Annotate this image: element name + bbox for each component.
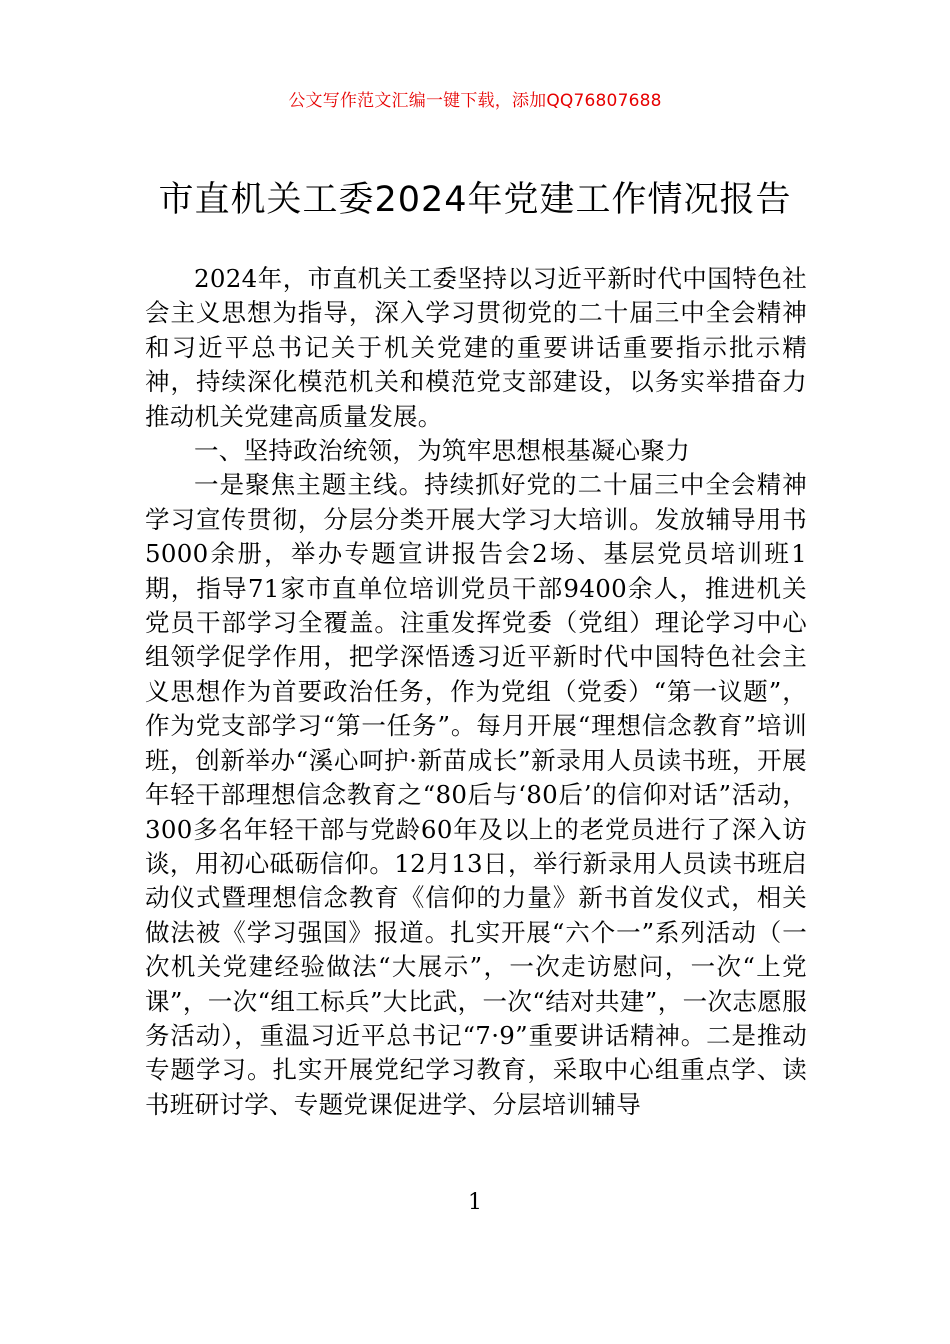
document-body (145, 262, 807, 1122)
page-number: 1 (468, 1190, 482, 1215)
section-heading-1: 一、坚持政治统领，为筑牢思想根基凝心聚力 (194, 436, 690, 466)
section-1-paragraph: 一是聚焦主题主线。持续抓好党的二十届三中全会精神学习宣传贯彻，分层分类开展大学习大培训。发放辅导用书5000余册，举办专题宣讲报告会2场、基层党员培训班1期，指导71家市直单位培训党员干部9400余人，推进机关党员干部学习全覆盖。注重发挥党委（党组）理论学习中心组领学促学作用，把学深悟透习近平新时代中国特色社会主义思想作为首要政治任务，作为党组（党委）“第一议题”，作为党支部学习“第一任务”。每月开展“理想信念教育”培训班，创新举办“溪心呵护·新苗成长”新录用人员读书班，开展年轻干部理想信念教育之“80后与‘80后’的信仰对话”活动，300多名年轻干部与党龄60年及以上的老党员进行了深入访谈，用初心砥砺信仰。12月13日，举行新录用人员读书班启动仪式暨理想信念教育《信仰的力量》新书首发仪式，相关做法被《学习强国》报道。扎实开展“六个一”系列活动（一次机关党建经验做法“大展示”，一次走访慰问，一次“上党课”，一次“组工标兵”大比武，一次“结对共建”，一次志愿服务活动），重温习近平总书记“7·9”重要讲话精神。二是推动专题学习。扎实开展党纪学习教育，采取中心组重点学、读书班研讨学、专题党课促进学、分层培训辅导 (145, 470, 807, 1119)
intro-paragraph: 2024年，市直机关工委坚持以习近平新时代中国特色社会主义思想为指导，深入学习贯彻党的二十届三中全会精神和习近平总书记关于机关党建的重要讲话重要指示批示精神，持续深化模范机关和模范党支部建设，以务实举措奋力推动机关党建高质量发展。 (145, 264, 807, 431)
download-notice: 公文写作范文汇编一键下载，添加QQ76807688 (288, 91, 662, 111)
document-title: 市直机关工委2024年党建工作情况报告 (158, 180, 792, 220)
